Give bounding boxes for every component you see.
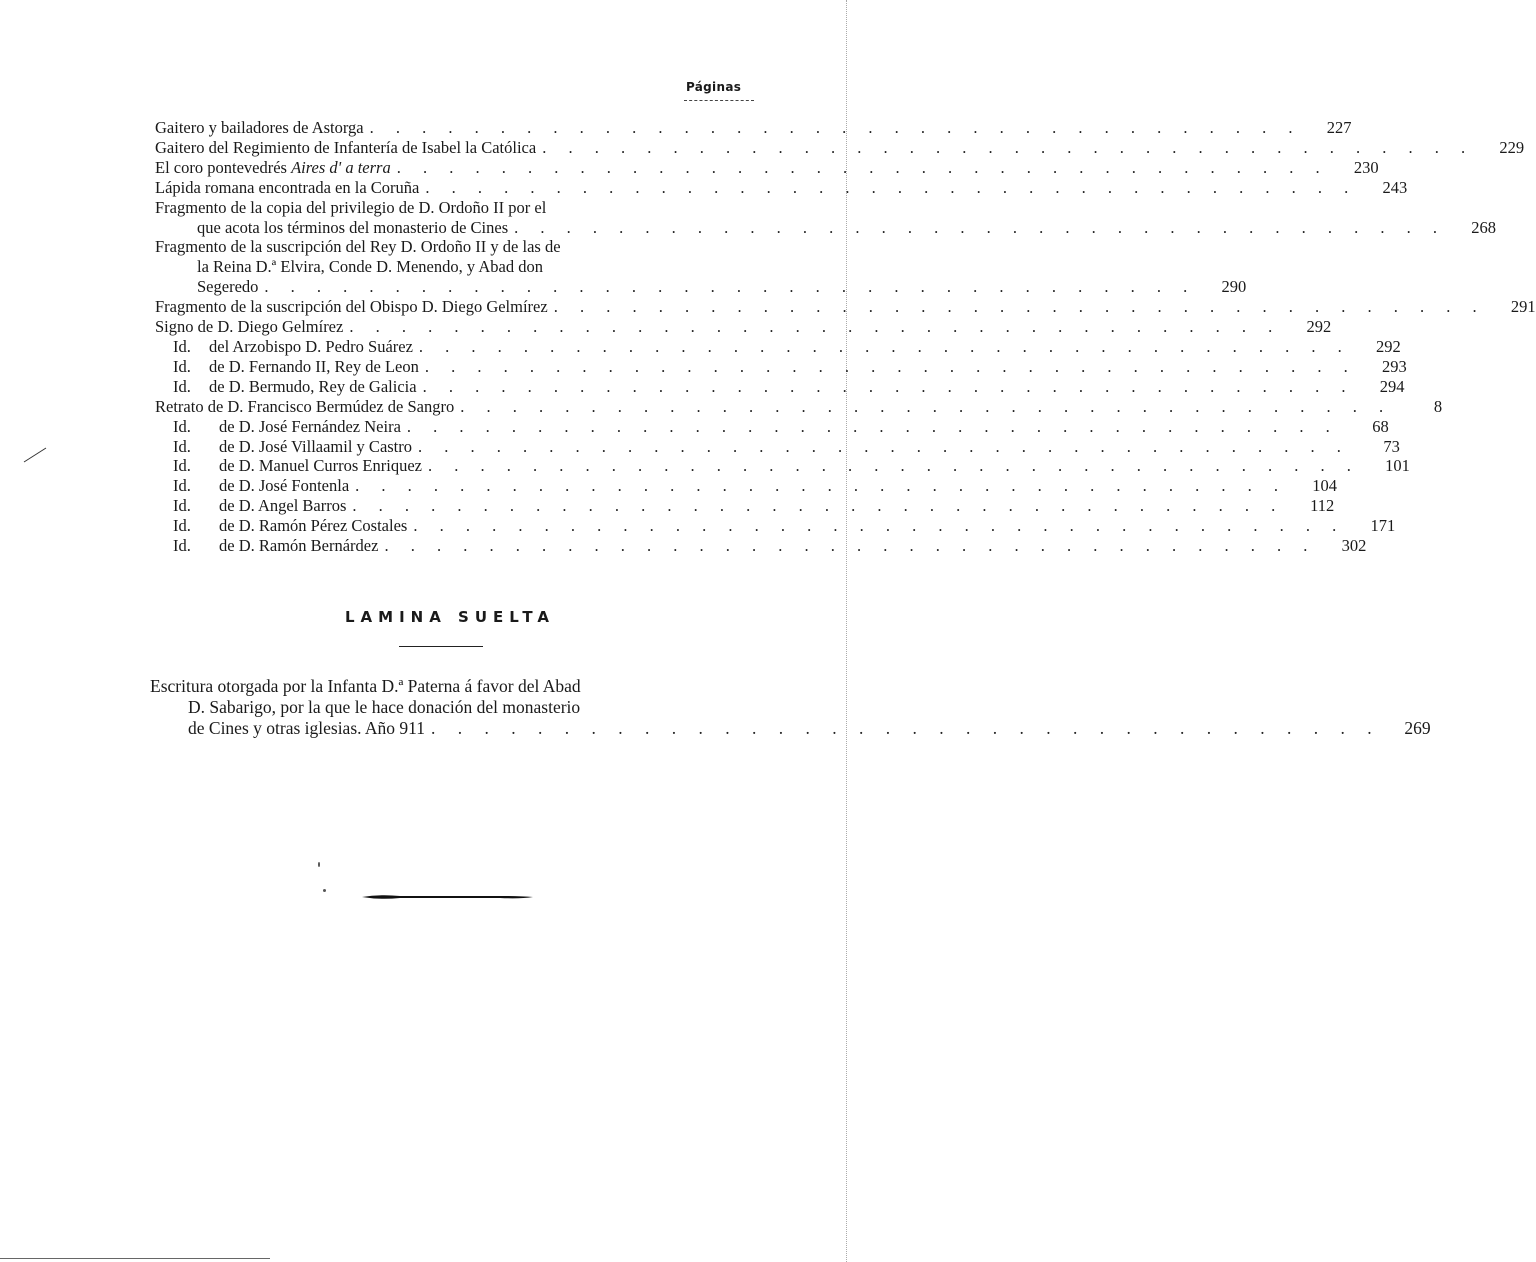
entry-title: Escritura otorgada por la Infanta D.ª Paterna á favor del Abad xyxy=(150,676,581,696)
entry-title-italic: Aires d' a terra xyxy=(291,157,391,177)
index-entry xyxy=(150,676,740,697)
index-entry-continuation xyxy=(150,718,1431,739)
entry-title: de D. José Fontenla xyxy=(219,476,350,496)
entry-title: de D. José Villaamil y Castro xyxy=(219,436,413,456)
page-number: 269 xyxy=(1404,718,1431,738)
index-entry xyxy=(155,396,1443,417)
ditto-label: Id. xyxy=(173,516,191,536)
page-number: 230 xyxy=(1353,157,1379,177)
heading-rule xyxy=(399,646,483,647)
ditto-label: Id. xyxy=(173,436,191,456)
pencil-mark xyxy=(22,446,48,464)
index-entry xyxy=(155,336,1401,357)
index-entry xyxy=(155,177,1408,198)
page-number: 68 xyxy=(1372,416,1389,436)
index-entry xyxy=(155,297,1536,317)
leader-dots: . . . . . . . . . . . . . . . . . . . . . . . . . . . . . . . . . . . . xyxy=(418,436,1350,456)
page-number: 229 xyxy=(1499,137,1525,157)
leader-dots: . . . . . . . . . . . . . . . . . . . . . . . . . . . . . . . . . . . . xyxy=(369,118,1302,137)
page-number: 73 xyxy=(1383,436,1400,456)
entry-title: Signo de D. Diego Gelmírez xyxy=(155,317,344,337)
pages-column-header: Páginas xyxy=(686,80,742,94)
entry-title: Fragmento de la copia del privilegio de D. Ordoño II por el xyxy=(155,197,547,217)
index-entry xyxy=(155,516,1396,536)
entry-title: de D. Angel Barros xyxy=(219,496,347,516)
entry-title: Fragmento de la suscripción del Rey D. Ordoño II y de las de xyxy=(155,237,561,257)
index-entry-continuation xyxy=(155,257,745,277)
entry-title: de D. José Fernández Neira xyxy=(219,416,401,436)
index-entry xyxy=(155,496,1335,516)
entry-title: la Reina D.ª Elvira, Conde D. Menendo, y Abad don xyxy=(197,257,543,277)
entry-title: de Cines y otras iglesias. Año 911 xyxy=(188,718,426,738)
entry-title: de D. Ramón Bernárdez xyxy=(219,536,379,556)
leader-dots: . . . . . . . . . . . . . . . . . . . . . . . . . . . . . . . . . . . . xyxy=(349,317,1282,337)
leader-dots: . . . . . . . . . . . . . . . . . . . . . . . . . . . . . . . . . . . . xyxy=(460,396,1393,416)
leader-dots: . . . . . . . . . . . . . . . . . . . . . . . . . . . . . . . . . . . . xyxy=(422,376,1355,396)
entry-title: de D. Bermudo, Rey de Galicia xyxy=(209,376,417,396)
entry-title: de D. Ramón Pérez Costales xyxy=(219,516,408,536)
page-number: 291 xyxy=(1510,297,1536,317)
end-flourish-rule xyxy=(360,892,535,902)
leader-dots: . . . . . . . . . . . . . . . . . . . . . . . . . . . . . . . . . . . . xyxy=(384,536,1317,556)
index-entry-continuation xyxy=(155,277,1247,297)
leader-dots: . . . . . . . . . . . . . . . . . . . . . . . . . . . . . . . . . . . . xyxy=(352,496,1285,516)
index-entry xyxy=(155,476,1338,496)
entry-title: de D. Manuel Curros Enriquez xyxy=(219,456,422,476)
leader-dots: . . . . . . . . . . . . . . . . . . . . . . . . . . . . . . . . . . . . xyxy=(553,297,1486,317)
loose-plate-entry xyxy=(150,676,1431,739)
entry-title: del Arzobispo D. Pedro Suárez xyxy=(209,336,413,356)
entry-title: Segeredo xyxy=(197,277,259,297)
leader-dots: . . . . . . . . . . . . . . . . . . . . . . . . . . . . . . . . . . . . xyxy=(396,157,1329,177)
index-entry xyxy=(155,416,1389,437)
entry-title: Retrato de D. Francisco Bermúdez de Sangro xyxy=(155,396,455,416)
entry-title: Gaitero del Regimiento de Infantería de Isabel la Católica xyxy=(155,137,537,157)
index-entry xyxy=(155,536,1367,556)
entry-title: Fragmento de la suscripción del Obispo D. Diego Gelmírez xyxy=(155,297,548,317)
page-bottom-edge xyxy=(0,1258,270,1259)
index-entry xyxy=(155,118,1352,138)
illustrations-index xyxy=(155,118,1536,556)
ditto-label: Id. xyxy=(173,496,191,516)
page-number: 293 xyxy=(1381,356,1407,376)
leader-dots: . . . . . . . . . . . . . . . . . . . . . . . . . . . . . . . . . . . . xyxy=(424,356,1357,376)
leader-dots: . . . . . . . . . . . . . . . . . . . . . . . . . . . . . . . . . . . . xyxy=(413,516,1346,536)
ditto-label: Id. xyxy=(173,356,191,376)
leader-dots: . . . . . . . . . . . . . . . . . . . . . . . . . . . . . . . . . . . . xyxy=(418,336,1351,356)
index-entry xyxy=(155,198,745,218)
index-entry xyxy=(155,356,1407,377)
entry-title: de D. Fernando II, Rey de Leon xyxy=(209,356,419,376)
page-number: 294 xyxy=(1379,376,1405,396)
ditto-label: Id. xyxy=(173,456,191,476)
ditto-label: Id. xyxy=(173,376,191,396)
page-number: 292 xyxy=(1376,336,1401,356)
leader-dots: . . . . . . . . . . . . . . . . . . . . . . . . . . . . . . . . . . . . xyxy=(428,456,1360,476)
page-number: 292 xyxy=(1306,317,1332,337)
leader-dots: . . . . . . . . . . . . . . . . . . . . . . . . . . . . . . . . . . . . xyxy=(264,277,1197,297)
leader-dots: . . . . . . . . . . . . . . . . . . . . . . . . . . . . . . . . . . . . xyxy=(406,416,1339,436)
index-entry-continuation xyxy=(155,217,1497,238)
entry-title: Gaitero y bailadores de Astorga xyxy=(155,118,364,137)
index-entry xyxy=(155,436,1400,457)
ditto-label: Id. xyxy=(173,336,191,356)
entry-title: Lápida romana encontrada en la Coruña xyxy=(155,177,420,197)
loose-plate-heading: LAMINA SUELTA xyxy=(344,608,556,626)
pages-header-rule xyxy=(684,100,754,101)
ditto-label: Id. xyxy=(173,536,191,556)
index-entry xyxy=(155,317,1332,337)
index-entry xyxy=(155,376,1405,397)
index-entry-continuation xyxy=(150,697,740,718)
entry-title: D. Sabarigo, por la que le hace donación del monasterio xyxy=(188,697,581,717)
index-entry xyxy=(155,456,1410,476)
page-number: 171 xyxy=(1370,516,1396,536)
entry-title: que acota los términos del monasterio de Cines xyxy=(197,217,509,237)
leader-dots: . . . . . . . . . . . . . . . . . . . . . . . . . . . . . . . . . . . . xyxy=(514,217,1447,237)
page-number: 227 xyxy=(1326,118,1352,137)
ditto-label: Id. xyxy=(173,476,191,496)
page-number: 112 xyxy=(1310,496,1335,516)
page-number: 290 xyxy=(1221,277,1247,297)
page-number: 243 xyxy=(1382,177,1408,197)
page-number: 302 xyxy=(1341,536,1367,556)
index-entry xyxy=(155,157,1379,178)
page-number: 101 xyxy=(1385,456,1410,476)
index-entry xyxy=(155,137,1525,158)
page-number: 268 xyxy=(1471,217,1497,237)
ditto-label: Id. xyxy=(173,416,191,436)
print-speck xyxy=(318,862,320,867)
leader-dots: . . . . . . . . . . . . . . . . . . . . . . . . . . . . . . . . . . . . xyxy=(425,177,1358,197)
entry-title: El coro pontevedrés Aires d' a terra xyxy=(155,157,391,177)
page-number: 8 xyxy=(1433,396,1443,416)
index-entry xyxy=(155,237,745,257)
page-number: 104 xyxy=(1312,476,1338,496)
print-speck xyxy=(323,889,326,892)
leader-dots: . . . . . . . . . . . . . . . . . . . . . . . . . . . . . . . . . . . . xyxy=(542,137,1475,157)
leader-dots: . . . . . . . . . . . . . . . . . . . . . . . . . . . . . . . . . . . . xyxy=(355,476,1288,496)
leader-dots: . . . . . . . . . . . . . . . . . . . . . . . . . . . . . . . . . . . . xyxy=(431,718,1381,738)
